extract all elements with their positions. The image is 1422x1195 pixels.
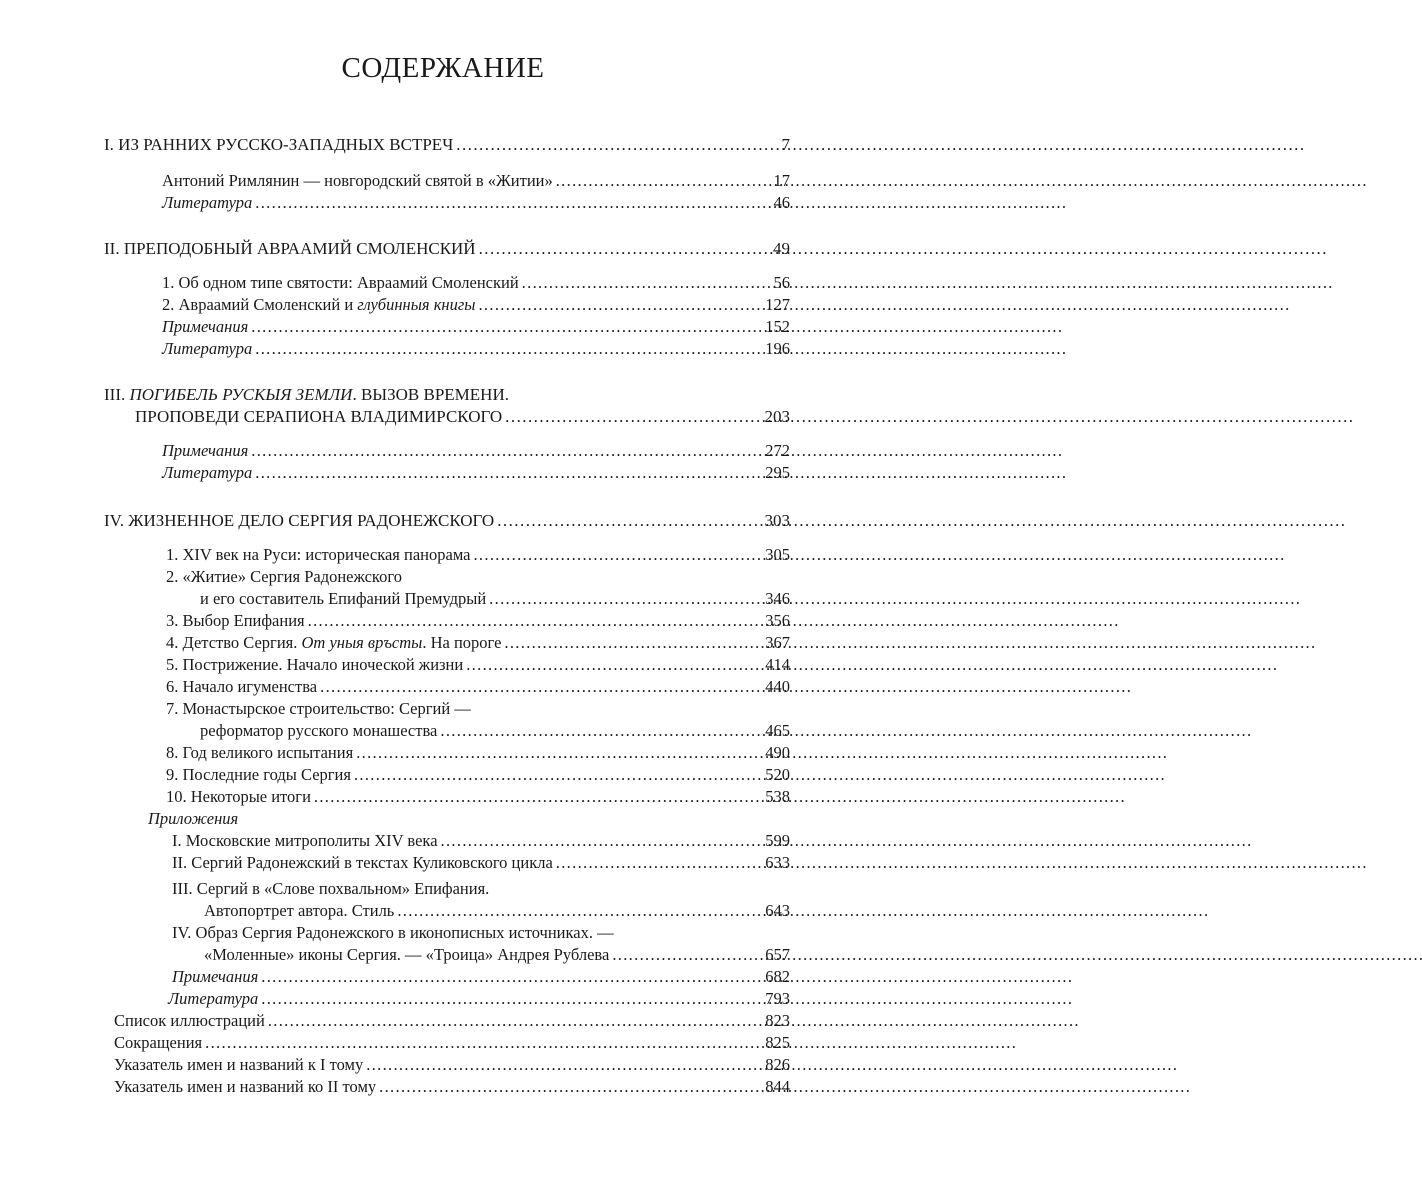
toc-label: Указатель имен и названий ко II тому	[114, 1077, 377, 1096]
toc-label: Автопортрет автора. Стиль	[204, 901, 395, 920]
toc-label: Литература	[162, 463, 253, 482]
toc-entry	[114, 1076, 790, 1098]
toc-page-number: 56	[773, 273, 790, 292]
toc-page-number: 303	[764, 511, 790, 530]
toc-entry	[162, 440, 790, 462]
toc-page-number: 844	[765, 1077, 790, 1096]
dot-leader	[255, 338, 762, 360]
toc-page-number: 305	[765, 545, 790, 564]
toc-page-number: 295	[765, 463, 790, 482]
toc-label: II. ПРЕПОДОБНЫЙ АВРААМИЙ СМОЛЕНСКИЙ	[104, 239, 476, 258]
toc-entry	[172, 852, 790, 874]
dot-leader	[556, 852, 762, 874]
dot-leader	[479, 238, 770, 260]
toc-page-number: 826	[765, 1055, 790, 1074]
dot-leader	[255, 192, 770, 214]
dot-leader	[497, 510, 761, 532]
toc-page-number: 440	[765, 677, 790, 696]
dot-leader	[473, 544, 762, 566]
toc-page-number: 520	[765, 765, 790, 784]
toc-page-number: 538	[765, 787, 790, 806]
toc-entry-line1: 2. «Житие» Сергия Радонежского	[166, 567, 402, 586]
toc-label: Литература	[162, 193, 253, 212]
toc-page-number: 196	[765, 339, 790, 358]
toc-label: 2. Авраамий Смоленский и глубинныя книгы	[162, 295, 476, 314]
toc-page-number: 203	[764, 407, 790, 426]
toc-entry	[166, 654, 790, 676]
toc-page-number: 682	[765, 967, 790, 986]
toc-page-number: 17	[773, 171, 790, 190]
appendix-heading: Приложения	[148, 809, 239, 828]
toc-page-number: 490	[765, 743, 790, 762]
dot-leader	[397, 900, 762, 922]
dot-leader	[612, 944, 762, 966]
toc-label: 5. Пострижение. Начало иноческой жизни	[166, 655, 464, 674]
toc-label: Литература	[162, 339, 253, 358]
toc-entry-line1: IV. Образ Сергия Радонежского в иконописных источниках. —	[172, 923, 614, 942]
toc-label: Литература	[168, 989, 259, 1008]
toc-label: Список иллюстраций	[114, 1011, 265, 1030]
toc-entry-part-1	[104, 134, 790, 156]
toc-entry	[172, 966, 790, 988]
toc-page-number: 599	[765, 831, 790, 850]
dot-leader	[268, 1010, 762, 1032]
toc-label: и его составитель Епифаний Премудрый	[200, 589, 487, 608]
toc-label: Примечания	[162, 317, 249, 336]
toc-entry	[204, 944, 790, 966]
toc-page-number: 46	[773, 193, 790, 212]
dot-leader	[255, 462, 762, 484]
toc-entry-part-4	[104, 510, 790, 532]
toc-entry	[166, 544, 790, 566]
toc-label: 9. Последние годы Сергия	[166, 765, 351, 784]
toc-entry	[166, 764, 790, 786]
dot-leader	[251, 440, 762, 462]
toc-label: Примечания	[172, 967, 259, 986]
dot-leader	[522, 272, 771, 294]
toc-entry-part-3-line1: III. ПОГИБЕЛЬ РУСКЫЯ ЗЕМЛИ. ВЫЗОВ ВРЕМЕНИ.	[104, 385, 509, 404]
toc-entry	[200, 720, 790, 742]
toc-page-number: 127	[765, 295, 790, 314]
dot-leader	[261, 966, 762, 988]
dot-leader	[314, 786, 762, 808]
toc-entry-line1: III. Сергий в «Слове похвальном» Епифания.	[172, 879, 490, 898]
toc-entry-line1: 7. Монастырское строительство: Сергий —	[166, 699, 471, 718]
toc-label: 8. Год великого испытания	[166, 743, 354, 762]
toc-label: реформатор русского монашества	[200, 721, 438, 740]
toc-label: «Моленные» иконы Сергия. — «Троица» Андрея Рублева	[204, 945, 610, 964]
dot-leader	[366, 1054, 762, 1076]
toc-entry-part-3	[135, 406, 790, 428]
toc-label: 1. XIV век на Руси: историческая панорама	[166, 545, 471, 564]
toc-page-number: 643	[765, 901, 790, 920]
dot-leader	[205, 1032, 762, 1054]
toc-page-number: 465	[765, 721, 790, 740]
toc-entry	[166, 676, 790, 698]
dot-leader	[466, 654, 762, 676]
toc-entry	[162, 294, 790, 316]
dot-leader	[379, 1076, 762, 1098]
toc-label: I. Московские митрополиты XIV века	[172, 831, 438, 850]
toc-page-number: 346	[765, 589, 790, 608]
toc-entry	[166, 610, 790, 632]
toc-page-number: 152	[765, 317, 790, 336]
toc-entry	[114, 1032, 790, 1054]
toc-label: Антоний Римлянин — новгородский святой в «Житии»	[162, 171, 553, 190]
toc-entry	[204, 900, 790, 922]
toc-entry	[172, 830, 790, 852]
toc-page-number: 367	[765, 633, 790, 652]
toc-label: I. ИЗ РАННИХ РУССКО-ЗАПАДНЫХ ВСТРЕЧ	[104, 135, 454, 154]
dot-leader	[440, 720, 762, 742]
dot-leader	[354, 764, 762, 786]
toc-label: Примечания	[162, 441, 249, 460]
toc-label: 1. Об одном типе святости: Авраамий Смоленский	[162, 273, 519, 292]
dot-leader	[505, 406, 761, 428]
toc-label: Сокращения	[114, 1033, 203, 1052]
toc-page-number: 657	[765, 945, 790, 964]
toc-page-number: 793	[765, 989, 790, 1008]
toc-entry	[162, 272, 790, 294]
toc-page-number: 49	[773, 239, 790, 258]
toc-entry	[162, 170, 790, 192]
toc-page-number: 633	[765, 853, 790, 872]
dot-leader	[441, 830, 763, 852]
page-title: СОДЕРЖАНИЕ	[341, 52, 545, 84]
toc-entry	[114, 1010, 790, 1032]
toc-page-number: 823	[765, 1011, 790, 1030]
dot-leader	[251, 316, 762, 338]
toc-label: ПРОПОВЕДИ СЕРАПИОНА ВЛАДИМИРСКОГО	[135, 407, 503, 426]
dot-leader	[308, 610, 763, 632]
toc-label: Указатель имен и названий к I тому	[114, 1055, 364, 1074]
toc-label: 4. Детство Сергия. От уныя връсты. На пороге	[166, 633, 502, 652]
toc-page-number: 825	[765, 1033, 790, 1052]
toc-entry	[166, 786, 790, 808]
toc-label: IV. ЖИЗНЕННОЕ ДЕЛО СЕРГИЯ РАДОНЕЖСКОГО	[104, 511, 495, 530]
toc-page-number: 356	[765, 611, 790, 630]
dot-leader	[320, 676, 762, 698]
toc-entry	[166, 632, 790, 654]
toc-entry	[162, 462, 790, 484]
toc-entry	[162, 192, 790, 214]
toc-page-number: 414	[765, 655, 790, 674]
toc-entry	[168, 988, 790, 1010]
dot-leader	[261, 988, 762, 1010]
toc-label: 6. Начало игуменства	[166, 677, 318, 696]
toc-entry	[200, 588, 790, 610]
toc-entry-part-2	[104, 238, 790, 260]
toc-entry	[166, 742, 790, 764]
toc-entry	[162, 338, 790, 360]
toc-entry	[162, 316, 790, 338]
toc-label: 10. Некоторые итоги	[166, 787, 311, 806]
toc-label: II. Сергий Радонежский в текстах Куликовского цикла	[172, 853, 553, 872]
dot-leader	[356, 742, 762, 764]
dot-leader	[489, 588, 762, 610]
toc-page-number: 272	[765, 441, 790, 460]
dot-leader	[504, 632, 762, 654]
dot-leader	[478, 294, 762, 316]
toc-entry	[114, 1054, 790, 1076]
toc-label: 3. Выбор Епифания	[166, 611, 305, 630]
dot-leader	[456, 134, 778, 156]
toc-page-number: 7	[781, 135, 790, 154]
dot-leader	[556, 170, 771, 192]
